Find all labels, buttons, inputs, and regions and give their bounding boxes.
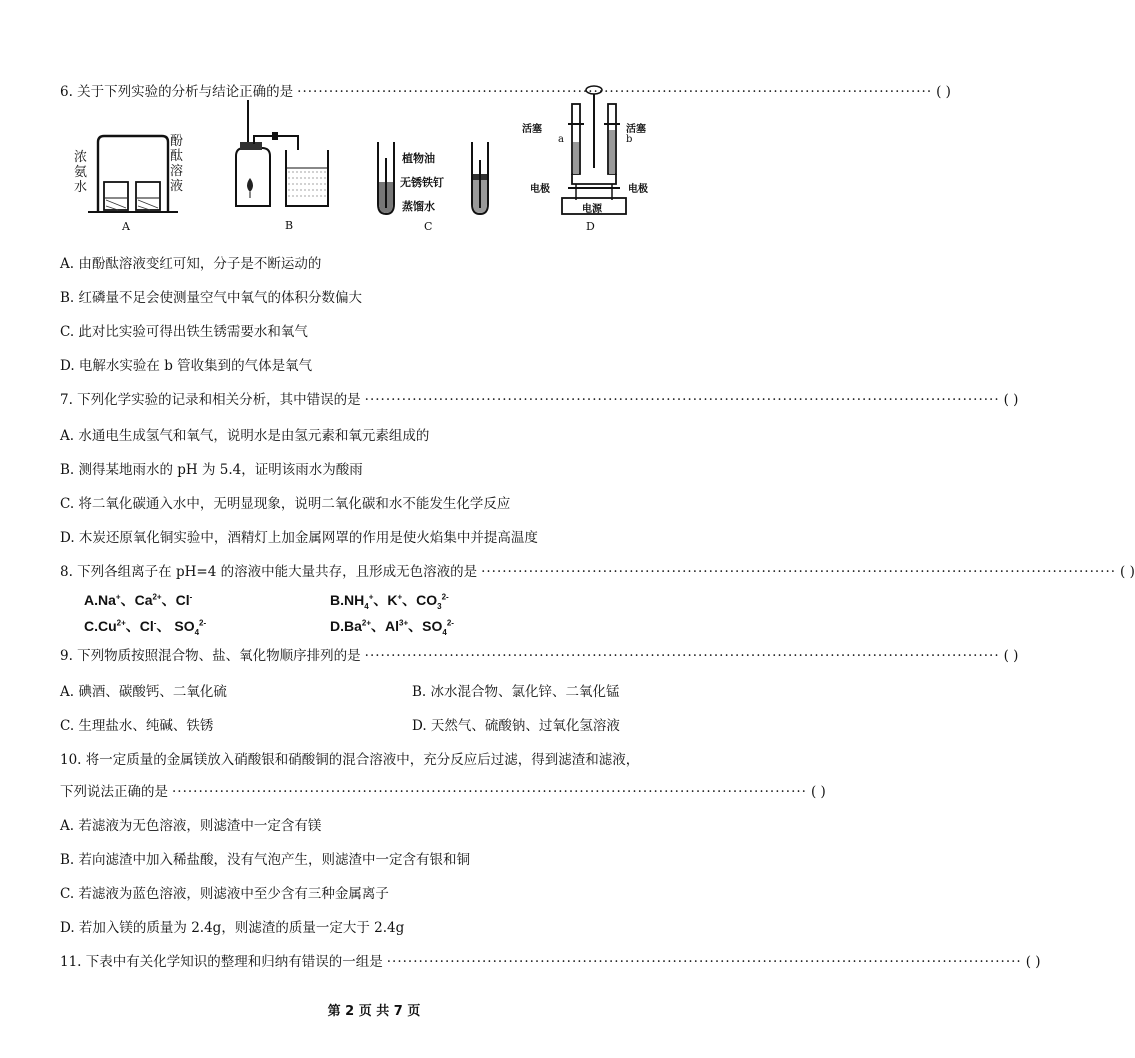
page-footer: 第 2 页 共 7 页 [327,1004,421,1019]
fig-d-power-label: 电源 [582,204,602,215]
leader-dots: ························································································································ [386,954,1022,970]
fig-d-tube-b: b [626,134,633,145]
figure-b [228,98,338,232]
answer-paren: ( ) [1025,954,1041,970]
q8-option-b: $B.NH_4^+$、K+、$CO_3^{2-}$ [330,592,449,611]
q7-stem [60,388,1019,408]
q9-stem-text: 9. 下列物质按照混合物、盐、氧化物顺序排列的是 [60,644,365,664]
water-electrolysis-apparatus [528,84,658,218]
leader-dots: ························································································································ [364,648,1000,664]
q8-stem-text: 8. 下列各组离子在 pH=4 的溶液中能大量共存，且形成无色溶液的是 [60,560,481,580]
q8-option-d: $D.Ba^{2+}$、$Al^{3+}$、$SO_4^{2-}$ [330,618,454,637]
fig-c-water-label: 蒸馏水 [402,200,435,213]
red-phosphorus-apparatus [228,98,338,216]
leader-dots: ························································································································ [297,84,933,100]
figure-c [372,138,500,232]
q10-option-b: B. 若向滤渣中加入稀盐酸，没有气泡产生，则滤渣中一定含有银和铜 [60,852,471,868]
answer-paren: ( ) [1120,564,1135,580]
q7-option-b: B. 测得某地雨水的 pH 为 5.4，证明该雨水为酸雨 [60,462,363,478]
q9-option-d: D. 天然气、硫酸钠、过氧化氢溶液 [412,718,620,734]
fig-a-caption: A [122,220,130,233]
q10-stem-text: 下列说法正确的是 [60,780,172,800]
q9-option-b: B. 冰水混合物、氯化锌、二氧化锰 [412,684,620,700]
fig-d-valve-right: 活塞 [626,124,646,135]
figure-a [74,120,188,233]
answer-paren: ( ) [810,784,826,800]
q7-option-c: C. 将二氧化碳通入水中，无明显现象，说明二氧化碳和水不能发生化学反应 [60,496,511,512]
fig-b-caption: B [285,219,294,232]
fig-d-caption: D [586,220,595,233]
q11-stem [60,950,1041,970]
q10-stem-line1: 10. 将一定质量的金属镁放入硝酸银和硝酸铜的混合溶液中，充分反应后过滤，得到滤渣和滤液， [60,752,640,768]
fig-c-nail-label: 无锈铁钉 [400,176,444,189]
q6-option-d: D. 电解水实验在 b 管收集到的气体是氧气 [60,358,313,374]
answer-paren: ( ) [1003,648,1019,664]
figure-d [522,84,658,233]
fig-c-oil-label: 植物油 [402,152,435,165]
q7-option-a: A. 水通电生成氢气和氧气，说明水是由氢元素和氧元素组成的 [60,428,430,444]
fig-d-electrode-right: 电极 [628,184,648,195]
q6-option-a: A. 由酚酞溶液变红可知，分子是不断运动的 [60,256,322,272]
fig-d-tube-a: a [558,134,564,145]
q7-option-d: D. 木炭还原氧化铜实验中，酒精灯上加金属网罩的作用是使火焰集中并提高温度 [60,530,538,546]
q10-option-c: C. 若滤液为蓝色溶液，则滤液中至少含有三种金属离子 [60,886,389,902]
fig-d-electrode-left: 电极 [530,184,550,195]
fig-d-valve-left: 活塞 [522,124,542,135]
leader-dots: ························································································································ [364,392,1000,408]
leader-dots: ························································································································ [481,564,1117,580]
q7-stem-text: 7. 下列化学实验的记录和相关分析，其中错误的是 [60,388,365,408]
leader-dots: ························································································································ [172,784,807,800]
answer-paren: ( ) [936,84,951,100]
q10-option-a: A. 若滤液为无色溶液，则滤渣中一定含有镁 [60,818,322,834]
q8-option-c: $C.Cu^{2+}$、Cl-、 $SO_4^{2-}$ [84,618,207,637]
q6-option-c: C. 此对比实验可得出铁生锈需要水和氧气 [60,324,308,340]
fig-a-left-label: 浓氨水 [74,150,88,195]
answer-paren: ( ) [1003,392,1019,408]
q9-stem [60,644,1019,664]
q8-option-a: A.Na+、$Ca^{2+}$、Cl- [84,592,193,608]
q11-stem-text: 11. 下表中有关化学知识的整理和归纳有错误的一组是 [60,950,387,970]
fig-a-right-label: 酚酞溶液 [170,134,184,194]
q10-option-d: D. 若加入镁的质量为 2.4g，则滤渣的质量一定大于 2.4g [60,920,405,936]
q6-stem-text: 6. 关于下列实验的分析与结论正确的是 [60,80,297,100]
fig-c-caption: C [424,220,433,233]
q10-stem [60,780,826,800]
q8-stem [60,560,1135,580]
q9-option-c: C. 生理盐水、纯碱、铁锈 [60,718,214,734]
q6-option-b: B. 红磷量不足会使测量空气中氧气的体积分数偏大 [60,290,363,306]
q9-option-a: A. 碘酒、碳酸钙、二氧化硫 [60,684,227,700]
